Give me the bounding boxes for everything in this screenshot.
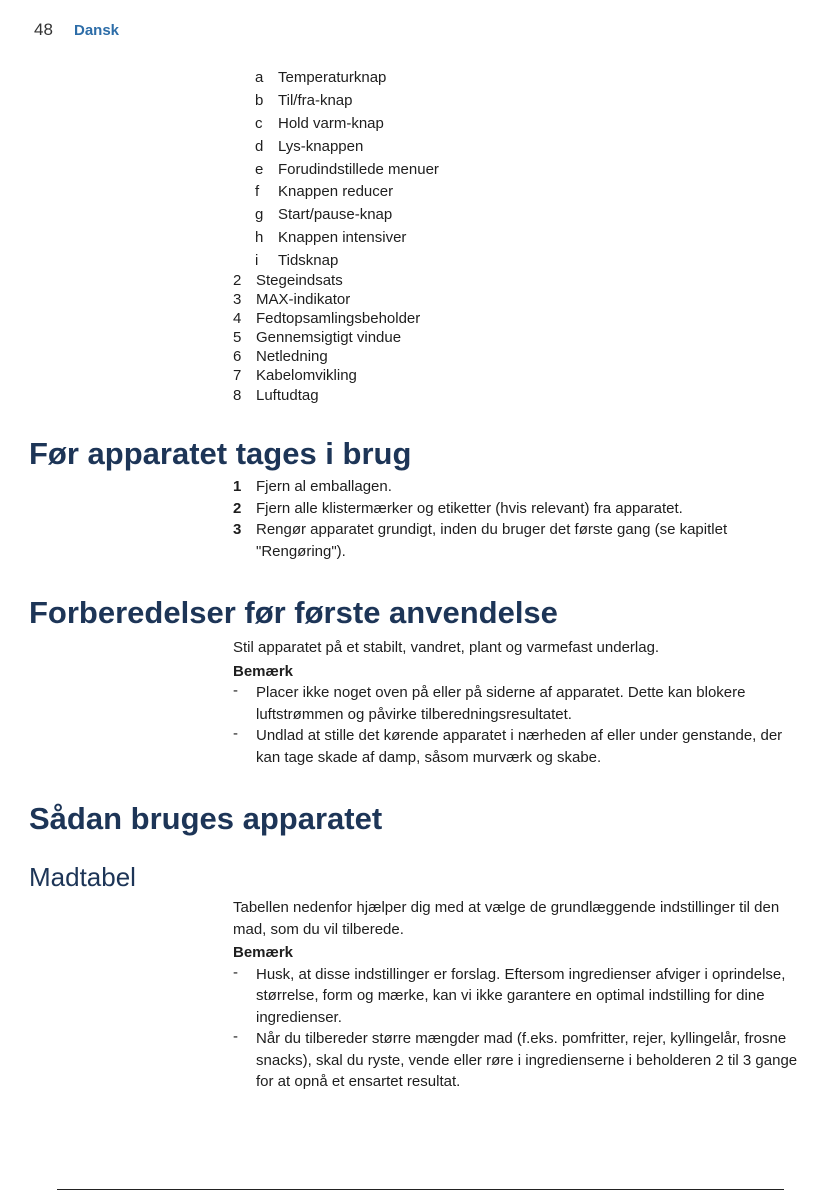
item-letter: e: [255, 160, 264, 178]
parts-sub-list: [255, 67, 655, 273]
step-number: 3: [233, 521, 242, 538]
list-item: [233, 328, 633, 347]
list-item: [233, 290, 633, 309]
item-text: Fedtopsamlingsbeholder: [256, 310, 421, 328]
item-text: Kabelomvikling: [256, 367, 357, 385]
item-text: Netledning: [256, 348, 328, 366]
item-text: Gennemsigtigt vindue: [256, 329, 402, 347]
bullet-text: Husk, at disse indstillinger er forslag. Eftersom ingredienser afviger i oprindelse, størrelse, form og mærke, kan vi ikke garantere en optimal indstilling for dine ingredienser.: [256, 965, 786, 1026]
item-number: 2: [233, 272, 242, 289]
list-item: [233, 386, 633, 405]
bullet-text: Undlad at stille det kørende apparatet i nærheden af eller under genstande, der kan tage skade af damp, såsom murværk og skabe.: [256, 727, 783, 766]
step-text: Fjern al emballagen.: [256, 478, 392, 495]
item-text: Knappen reducer: [278, 183, 394, 201]
bullet-item: [233, 964, 803, 1029]
parts-list: [233, 271, 633, 405]
section-heading-preparation: Forberedelser før første anvendelse: [29, 595, 558, 630]
list-item: [255, 181, 655, 204]
step-item: [233, 519, 803, 562]
item-text: Temperaturknap: [278, 69, 387, 86]
item-letter: d: [255, 137, 264, 155]
list-item: [233, 309, 633, 328]
list-item: [233, 366, 633, 385]
item-number: 6: [233, 348, 242, 366]
item-number: 7: [233, 367, 242, 385]
step-item: [233, 476, 803, 498]
item-letter: a: [255, 69, 264, 86]
step-text: Rengør apparatet grundigt, inden du bruger det første gang (se kapitlet "Rengøring").: [256, 521, 728, 560]
item-text: Stegeindsats: [256, 272, 343, 289]
item-text: MAX-indikator: [256, 291, 351, 309]
step-item: [233, 498, 803, 520]
item-text: Hold varm-knap: [278, 114, 384, 132]
bullet-text: Placer ikke noget oven på eller på siderne af apparatet. Dette kan blokere luftstrømmen og påvirke tilberedningsresultatet.: [256, 684, 746, 723]
item-text: Start/pause-knap: [278, 206, 393, 224]
item-number: 4: [233, 310, 242, 328]
subheading-madtabel: Madtabel: [29, 862, 136, 892]
bullet-item: [233, 682, 803, 725]
usage-intro: Tabellen nedenfor hjælper dig med at vælge de grundlæggende indstillinger til den mad, som du vil tilberede.: [233, 899, 780, 938]
step-text: Fjern alle klistermærker og etiketter (hvis relevant) fra apparatet.: [256, 499, 683, 517]
section-heading-usage: Sådan bruges apparatet: [29, 801, 383, 836]
list-item: [255, 113, 655, 136]
list-item: [233, 271, 633, 290]
preparation-intro: Stil apparatet på et stabilt, vandret, plant og varmefast underlag.: [233, 639, 660, 656]
bullet-text: Når du tilbereder større mængder mad (f.eks. pomfritter, rejer, kyllingelår, frosne snacks), skal du ryste, vende eller røre i ingredienserne i beholderen 2 til 3 gange for at opnå et ensartet resultat.: [256, 1030, 798, 1090]
list-item: [255, 67, 655, 90]
page-number: 48: [34, 20, 53, 39]
before-use-steps: [233, 476, 803, 562]
item-text: Tidsknap: [278, 252, 339, 270]
list-item: [255, 227, 655, 250]
item-letter: g: [255, 206, 264, 224]
bullet-mark: -: [233, 1028, 238, 1045]
list-item: [255, 204, 655, 227]
item-text: Til/fra-knap: [278, 91, 353, 109]
item-letter: c: [255, 114, 263, 132]
preparation-content: [233, 637, 803, 768]
bullet-item: [233, 1028, 803, 1093]
item-letter: b: [255, 91, 264, 109]
note-label: Bemærk: [233, 662, 294, 680]
item-letter: f: [255, 183, 260, 201]
item-text: Lys-knappen: [278, 137, 364, 155]
item-text: Forudindstillede menuer: [278, 160, 439, 178]
language-label: Dansk: [74, 22, 120, 39]
usage-content: [233, 897, 803, 1093]
item-number: 5: [233, 329, 242, 347]
note-label: Bemærk: [233, 944, 294, 961]
bullet-mark: -: [233, 963, 238, 981]
item-number: 8: [233, 386, 242, 404]
item-text: Luftudtag: [256, 386, 319, 404]
bullet-mark: -: [233, 725, 238, 742]
list-item: [233, 347, 633, 366]
list-item: [255, 159, 655, 182]
step-number: 1: [233, 478, 242, 495]
list-item: [255, 136, 655, 159]
section-heading-before-use: Før apparatet tages i brug: [29, 436, 412, 471]
item-letter: i: [255, 252, 259, 270]
list-item: [255, 90, 655, 113]
bullet-item: [233, 725, 803, 768]
item-text: Knappen intensiver: [278, 229, 407, 247]
list-item: [255, 250, 655, 273]
item-number: 3: [233, 291, 242, 309]
step-number: 2: [233, 499, 242, 517]
footer-divider: [57, 1189, 784, 1190]
bullet-mark: -: [233, 682, 238, 699]
item-letter: h: [255, 229, 264, 247]
